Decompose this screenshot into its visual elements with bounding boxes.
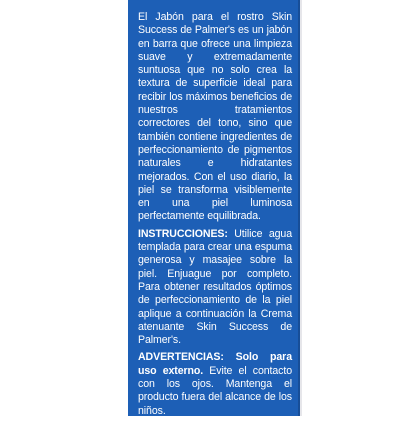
instructions-heading: INSTRUCCIONES: [138, 227, 228, 240]
warnings-body: Evite el contacto con los ojos. Mantenga el producto fuera del alcance de los niños. [138, 364, 292, 417]
product-description: El Jabón para el rostro Skin Success de Palmer's es un jabón en barra que ofrece una limpieza suave y extremadamente suntuosa que no solo crea la textura de superficie ideal para recibir los máximos beneficios de nuestros tratamientos correctores del tono, sino que también contiene ingredientes de perfeccionamiento de pigmentos naturales e hidratantes mejorados. Con el uso diario, la piel se transforma visiblemente en una piel luminosa perfectamente equilibrada. [138, 11, 292, 223]
instructions-paragraph [138, 228, 292, 348]
warnings-paragraph [138, 351, 292, 417]
instructions-body: Utilice agua templada para crear una espuma generosa y masajee sobre la piel. Enjuague por completo. Para obtener resultados óptimos de perfeccionamiento de la piel aplique a continuación la Crema atenuante Skin Success de Palmer's. [138, 227, 292, 347]
package-text-block [138, 11, 292, 422]
package-edge [300, 0, 302, 416]
warnings-heading: ADVERTENCIAS: Solo para uso externo. [138, 351, 292, 377]
